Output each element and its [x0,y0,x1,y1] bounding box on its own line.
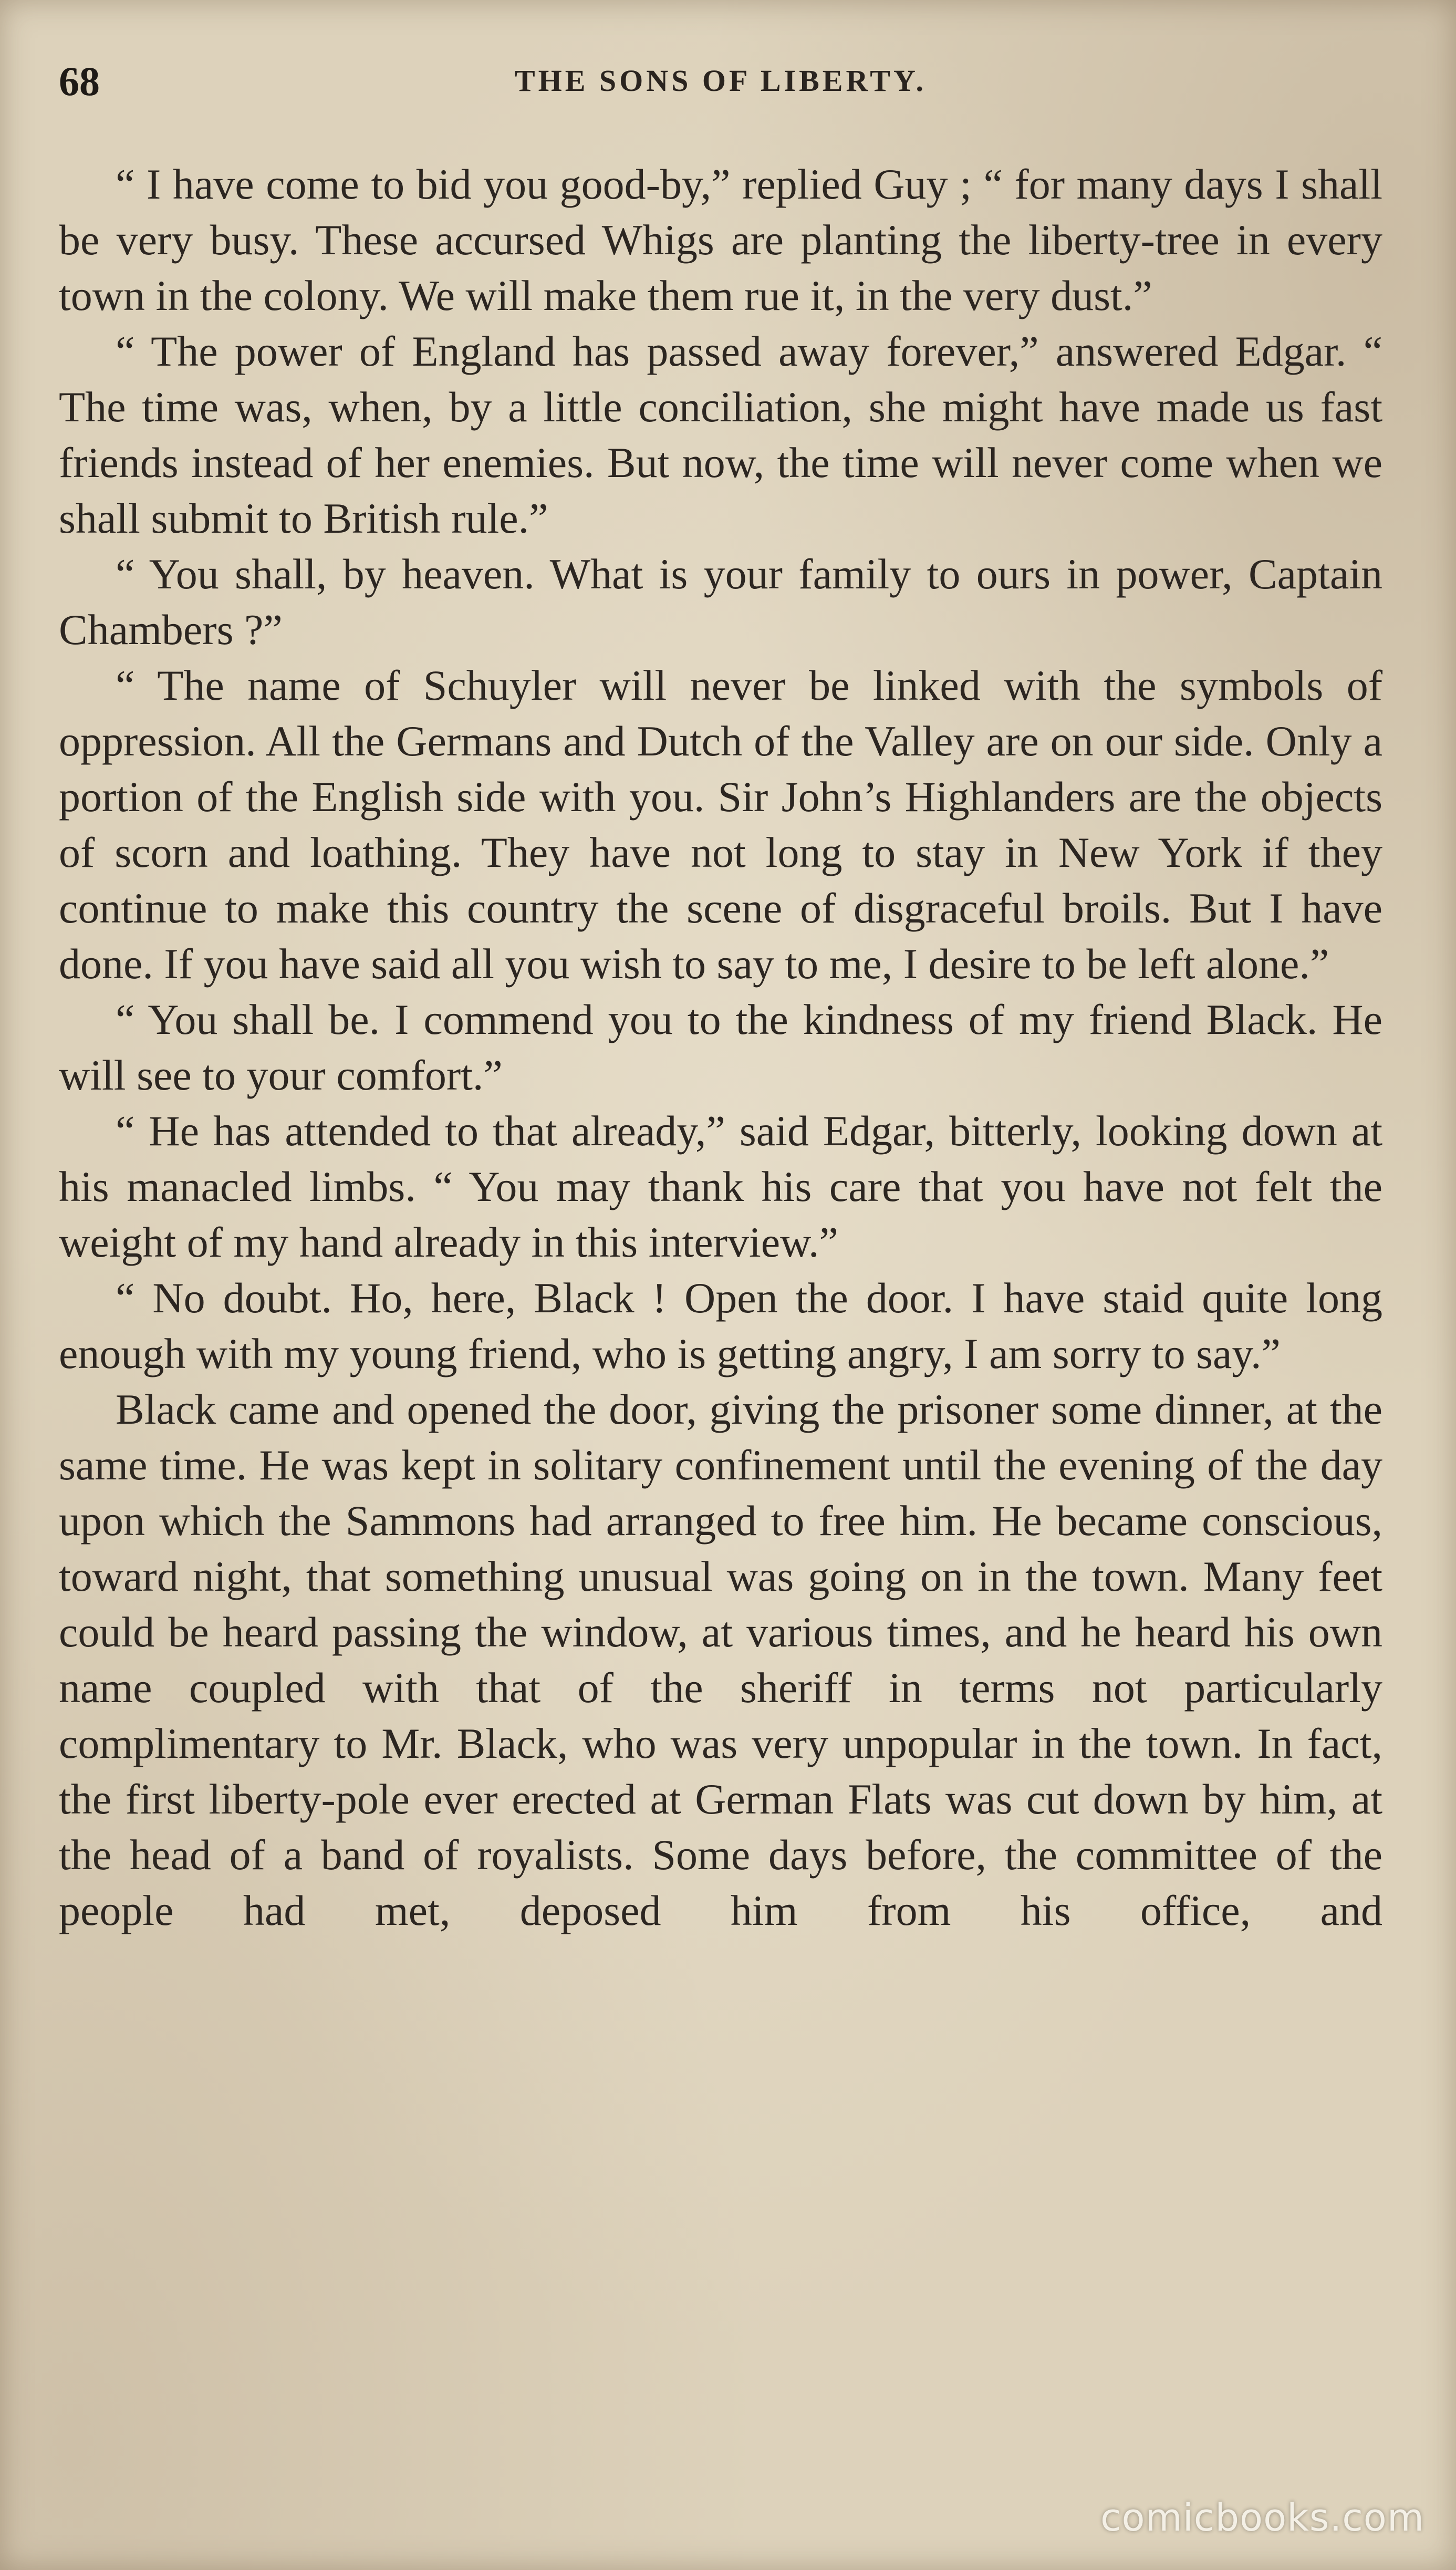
paragraph-edgar-bitterly: “ He has attended to that already,” said Edgar, bitterly, looking down at his manacled limbs. “ You may thank his care that you have not felt the weight of my hand already in this interview.” [59,1107,1382,1266]
running-title: THE SONS OF LIBERTY. [514,64,927,98]
paragraph-schuyler: “ The name of Schuyler will never be linked with the symbols of oppression. All the Germans and Dutch of the Valley are on our side. Only a portion of the English side with you. Sir John’s Highlanders are the objects of scorn and loathing. They have not long to stay in New York if they continue to make this country the scene of disgraceful broils. But I have done. If you have said all you wish to say to me, I desire to be left alone.” [59,661,1382,988]
running-head [59,58,1382,116]
watermark: comicbooks.com [1100,2495,1424,2540]
paragraph-friend-black: “ You shall be. I commend you to the kindness of my friend Black. He will see to your comfort.” [59,996,1382,1099]
paragraph-black-dinner: Black came and opened the door, giving the prisoner some dinner, at the same time. He was kept in solitary confinement until the evening of the day upon which the Sammons had arranged to free him. He became conscious, toward night, that something unusual was going on in the town. Many feet could be heard passing the window, at various times, and he heard his own name coupled with that of the sheriff in terms not particularly complimentary to Mr. Black, who was very unpopular in the town. In fact, the first liberty-pole ever erected at German Flats was cut down by him, at the head of a band of royalists. Some days before, the committee of the people had met, deposed him from his office, and [59,1385,1382,1934]
paragraph-guy-farewell: “ I have come to bid you good-by,” replied Guy ; “ for many days I shall be very busy. These accursed Whigs are planting the liberty-tree in every town in the colony. We will make them rue it, in the very dust.” [59,160,1382,319]
paragraph-edgar-england: “ The power of England has passed away forever,” answered Edgar. “ The time was, when, by a little conciliation, she might have made us fast friends instead of her enemies. But now, the time will never come when we shall submit to British rule.” [59,327,1382,542]
page-number: 68 [59,58,100,104]
paragraph-open-door: “ No doubt. Ho, here, Black ! Open the door. I have staid quite long enough with my young friend, who is getting angry, I am sorry to say.” [59,1274,1382,1377]
body-text [59,157,1382,1939]
paragraph-guy-heaven: “ You shall, by heaven. What is your family to ours in power, Captain Chambers ?” [59,550,1382,654]
